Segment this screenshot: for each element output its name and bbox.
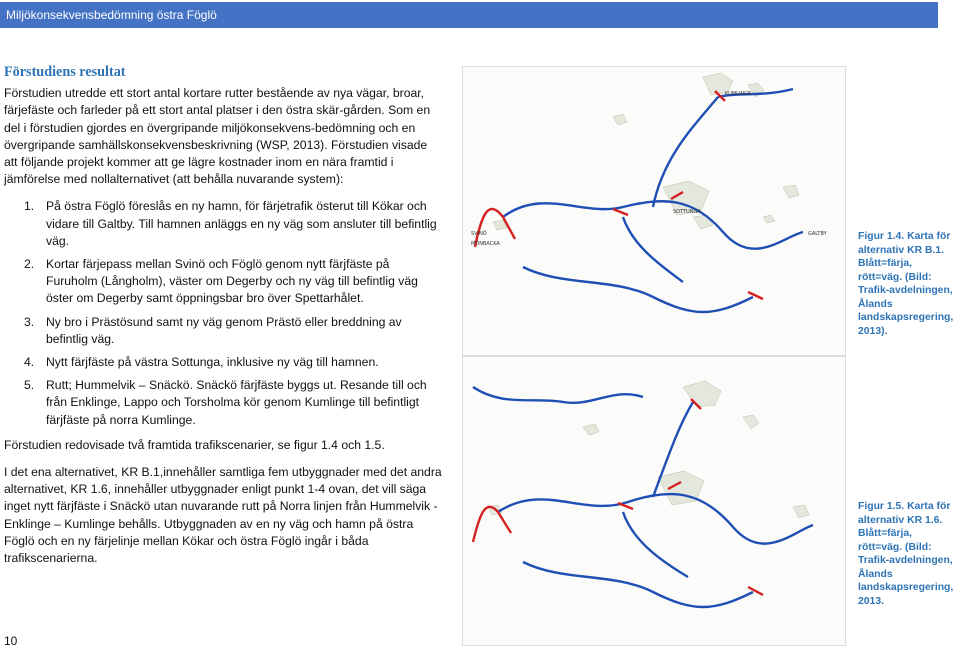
route-map-kr-b1: [463, 67, 845, 355]
project-list: [4, 198, 442, 428]
list-item: [4, 198, 442, 250]
map-label-kumlinge: KUMLINGE: [725, 91, 752, 97]
list-item: [4, 354, 442, 371]
ferry-routes: [473, 387, 813, 607]
map-label-sottunga: SOTTUNGA: [673, 209, 701, 215]
map-figure-1-5: [462, 356, 846, 646]
page-number: 10: [4, 634, 18, 648]
main-text-column: [4, 64, 442, 567]
section-title: Förstudiens resultat: [4, 64, 126, 80]
list-item: [4, 314, 442, 348]
route-map-kr-1-6: [463, 357, 845, 645]
document-header-bar: [0, 2, 938, 28]
road-routes: [473, 399, 763, 595]
figure-caption-1-4: Figur 1.4. Karta för alternativ KR B.1. Blått=färja, rött=väg. (Bild: Trafik-avdelningen, Ålands landskapsregering, 2013).: [858, 231, 954, 337]
list-item-number: 4.: [24, 355, 35, 370]
list-item-number: 1.: [24, 199, 35, 214]
map-figure-1-4: [462, 66, 846, 356]
list-item-text: Kortar färjepass mellan Svinö och Föglö genom nytt färjfäste på Furuholm (Långholm), väster om Degerby och ny väg till befintlig väg öster om Degerby samt öppningsbar bro över Spettarhålet.: [46, 257, 418, 306]
scenario-paragraph: Förstudien redovisade två framtida trafikscenarier, se figur 1.4 och 1.5.: [4, 437, 385, 452]
list-item-text: Rutt; Hummelvik – Snäckö. Snäckö färjfäste byggs ut. Resande till och från Enklinge, Lappo och Torsholma kör genom Kumlinge till befintligt färjfäste på norra Kumlinge.: [46, 378, 427, 427]
intro-paragraph: Förstudien utredde ett stort antal kortare rutter bestående av nya vägar, broar, färjefäste och farleder på ett stort antal platser i den östra skär-gården. Som en del i förstudien gjordes en övergripande miljökonsekvens-bedömning och en övergripande samhällskonsekvensbeskrivning (WSP, 2013). Förstudien visade att följande projekt kommer att ge lägre kostnader inom en nära framtid i jämförelse med nollalternativet (att behålla nuvarande system):: [4, 86, 431, 187]
islands: [493, 73, 799, 230]
alternatives-paragraph: I det ena alternativet, KR B.1,innehåller samtliga fem utbyggnader med det andra alternativet, KR 1.6, innehåller utbyggnader enligt punkt 1-4 ovan, det vill säga inget nytt färjfäste i Snäckö utan nuvarande rutt på Norra linjen från Hummelvik - Enklinge – Kumlinge behålls. Utbyggnaden av en ny väg och hamn på östra Föglö och en ny färjelinje mellan Kökar och östra Föglö ingår i båda trafikscenarierna.: [4, 465, 442, 566]
map-label-galtby: GALTBY: [808, 231, 827, 237]
map-label-monbacka: MÖNBACKA: [471, 241, 500, 247]
list-item-number: 3.: [24, 314, 35, 329]
list-item-text: På östra Föglö föreslås en ny hamn, för färjetrafik österut till Kökar och vidare till Galtby. Till hamnen anläggs en ny väg som ansluter till befintlig väg.: [46, 199, 437, 248]
list-item: [4, 377, 442, 429]
list-item-number: 2.: [24, 257, 35, 272]
list-item-number: 5.: [24, 378, 35, 393]
document-title: Miljökonsekvensbedömning östra Föglö: [6, 8, 217, 22]
map-label-svino: SVINÖ: [471, 231, 487, 237]
list-item-text: Nytt färjfäste på västra Sottunga, inklusive ny väg till hamnen.: [46, 355, 379, 370]
list-item: [4, 256, 442, 308]
figure-caption-1-5: Figur 1.5. Karta för alternativ KR 1.6. Blått=färja, rött=väg. (Bild: Trafik-avdelningen, Ålands landskapsregering, 2013.: [858, 501, 954, 607]
list-item-text: Ny bro i Prästösund samt ny väg genom Prästö eller breddning av befintlig väg.: [46, 314, 402, 346]
ferry-routes: [503, 89, 803, 312]
